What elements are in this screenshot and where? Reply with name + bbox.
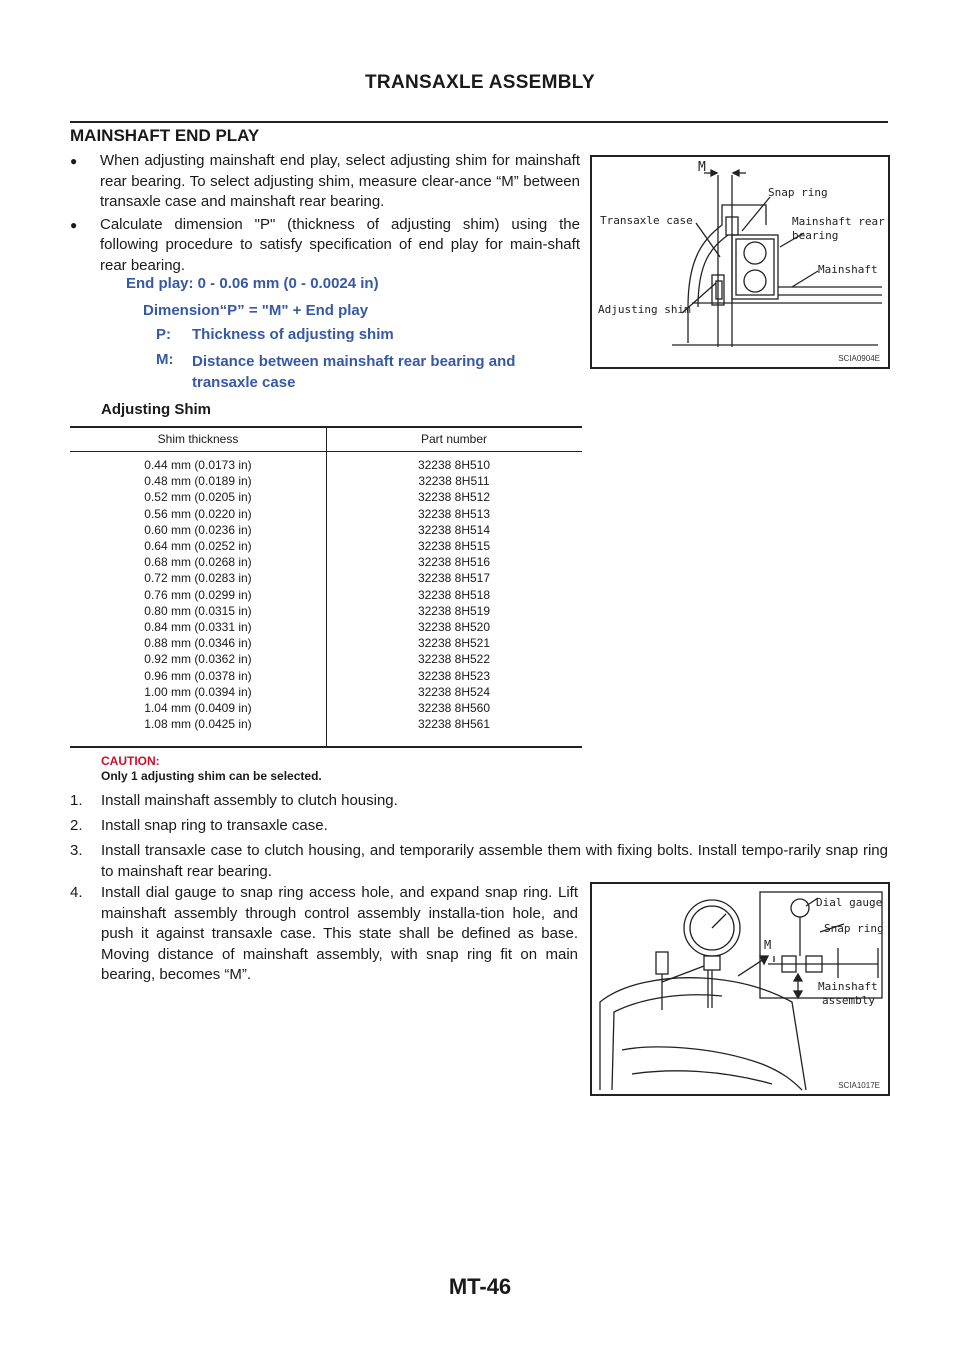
bullet-text: Calculate dimension "P" (thickness of adjusting shim) using the following procedure to satisfy specification of end play for main-shaft rear bearing. (100, 215, 580, 274)
mainshaft-diagram (592, 157, 888, 367)
table-title: Adjusting Shim (101, 401, 211, 418)
page-number: MT-46 (448, 1274, 512, 1299)
end-play-spec: End play: 0 - 0.06 mm (0 - 0.0024 in) (126, 275, 379, 292)
table-rule (70, 746, 582, 748)
m-definition: Distance between mainshaft rear bearing and transaxle case (192, 353, 516, 391)
thickness-column: 0.44 mm (0.0173 in) 0.48 mm (0.0189 in) 0.52 mm (0.0205 in) 0.56 mm (0.0220 in) 0.60 mm (0.0236 in) 0.64 mm (0.0252 in) 0.68 mm (0.0268 in) 0.72 mm (0.0283 in) 0.76 mm (0.0299 in) 0.80 mm (0.0315 in) 0.84 mm (0.0331 in) 0.88 mm (0.0346 in) 0.92 mm (0.0362 in) 0.96 mm (0.0378 in) 1.00 mm (0.0394 in) 1.04 mm (0.0409 in) 1.08 mm (0.0425 in) (144, 458, 252, 732)
part-number-column: 32238 8H510 32238 8H511 32238 8H512 32238 8H513 32238 8H514 32238 8H515 32238 8H516 32238 8H517 32238 8H518 32238 8H519 32238 8H520 32238 8H521 32238 8H522 32238 8H523 32238 8H524 32238 8H560 32238 8H561 (417, 458, 491, 732)
fig2-label-mainshaft: Mainshaft (818, 980, 878, 993)
step-item (70, 841, 888, 882)
bullet-item (70, 151, 580, 213)
step-number: 1. (70, 792, 83, 809)
fig2-label-assembly: assembly (822, 994, 875, 1007)
step-number: 3. (70, 842, 83, 859)
caution-text: Only 1 adjusting shim can be selected. (101, 769, 322, 783)
bullet-icon: ● (70, 154, 78, 168)
step-number: 2. (70, 817, 83, 834)
step-text: Install dial gauge to snap ring access hole, and expand snap ring. Lift mainshaft assembly through control assembly installa-tion hole, and push it against transaxle case. This state shall be defined as base. Moving distance of mainshaft assembly, with snap ring fit on main bearing, becomes “M”. (101, 884, 578, 983)
p-definition: Thickness of adjusting shim (192, 326, 394, 343)
figure-mainshaft-end-play (590, 155, 890, 369)
fig1-code: SCIA0904E (838, 354, 880, 363)
step-item (70, 791, 888, 812)
p-key: P: (156, 326, 171, 343)
figure-dial-gauge-setup (590, 882, 890, 1096)
fig1-label-adjusting-shim: Adjusting shim (598, 303, 691, 316)
bullet-icon: ● (70, 217, 78, 232)
bullet-list (70, 151, 580, 278)
fig1-label-snap-ring: Snap ring (768, 186, 828, 199)
column-header-part: Part number (420, 432, 488, 446)
fig2-code: SCIA1017E (838, 1081, 880, 1090)
section-heading: MAINSHAFT END PLAY (70, 126, 260, 145)
step-text: Install transaxle case to clutch housing, and temporarily assemble them with fixing bolts. Install tempo-rarily snap ring to mainshaft rear bearing. (101, 842, 888, 880)
step-text: Install snap ring to transaxle case. (101, 817, 328, 834)
fig1-label-mainshaft: Mainshaft (818, 263, 878, 276)
fig2-label-snap-ring: Snap ring (824, 922, 884, 935)
fig2-label-m: M (764, 938, 772, 952)
fig1-label-bearing: bearing (792, 229, 839, 242)
step-number: 4. (70, 884, 83, 901)
caution-label: CAUTION: (101, 754, 160, 768)
step-item (70, 883, 578, 986)
dimension-formula: Dimension“P” = "M" + End play (143, 302, 369, 319)
fig1-label-mainshaft-rear: Mainshaft rear (792, 215, 885, 228)
column-header-thickness: Shim thickness (157, 432, 239, 446)
fig1-label-m: M (698, 160, 706, 175)
bullet-item (70, 215, 580, 277)
m-key: M: (156, 351, 174, 368)
header-rule (70, 121, 888, 123)
page-title: TRANSAXLE ASSEMBLY (365, 72, 595, 93)
step-text: Install mainshaft assembly to clutch housing. (101, 792, 398, 809)
step-item (70, 816, 888, 837)
fig2-label-dial-gauge: Dial gauge (816, 896, 883, 909)
bullet-text: When adjusting mainshaft end play, select adjusting shim for mainshaft rear bearing. To select adjusting shim, measure clear-ance “M” between transaxle case and mainshaft rear bearing. (100, 152, 580, 210)
fig1-label-transaxle-case: Transaxle case (600, 214, 693, 227)
